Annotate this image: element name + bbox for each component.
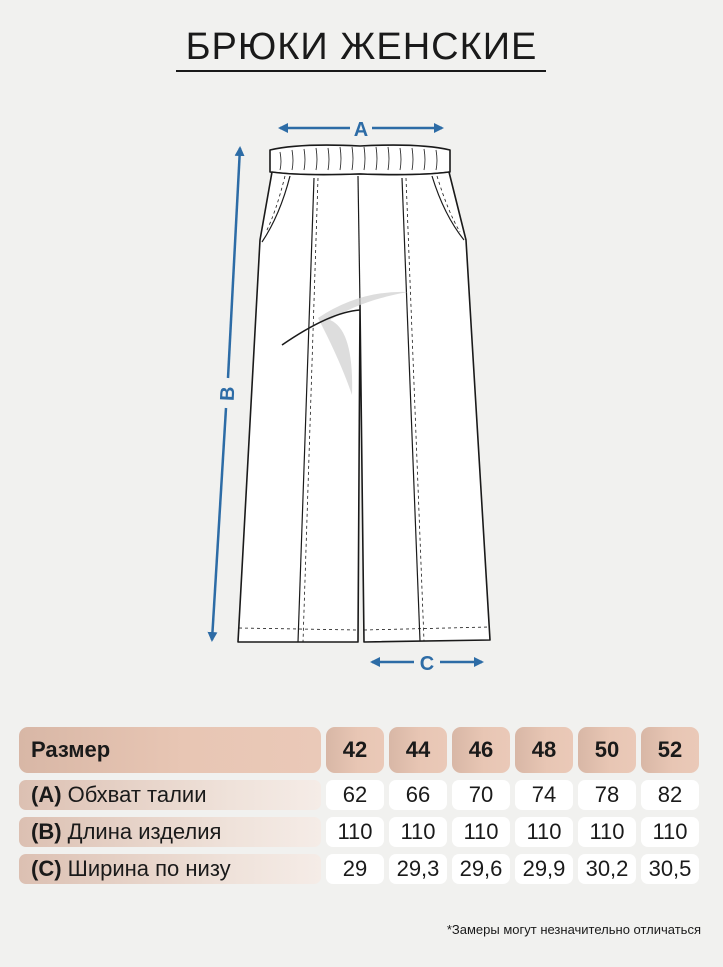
table-row: [19, 780, 699, 810]
row-code: (C): [31, 856, 62, 881]
row-name: Обхват талии: [67, 782, 207, 807]
table-cell: 29,6: [452, 854, 510, 884]
table-cell: 110: [452, 817, 510, 847]
row-label-length: [19, 817, 321, 847]
dimension-c-label: C: [419, 653, 435, 675]
footnote: *Замеры могут незначительно отличаться: [446, 922, 701, 937]
table-cell: 110: [515, 817, 573, 847]
table-cell: 82: [641, 780, 699, 810]
size-header-cell: 52: [641, 727, 699, 773]
row-name: Ширина по низу: [67, 856, 231, 881]
table-cell: 29: [326, 854, 384, 884]
table-cell: 30,2: [578, 854, 636, 884]
table-cell: 78: [578, 780, 636, 810]
table-cell: 66: [389, 780, 447, 810]
size-header-cell: 46: [452, 727, 510, 773]
table-cell: 110: [326, 817, 384, 847]
size-header-cell: 44: [389, 727, 447, 773]
table-row: [19, 817, 699, 847]
dimension-a-label: A: [353, 119, 369, 141]
size-table: [14, 720, 704, 891]
row-code: (A): [31, 782, 62, 807]
table-cell: 29,3: [389, 854, 447, 884]
page-title: БРЮКИ ЖЕНСКИЕ: [185, 26, 538, 68]
table-cell: 74: [515, 780, 573, 810]
table-cell: 110: [578, 817, 636, 847]
row-name: Длина изделия: [67, 819, 222, 844]
row-code: (B): [31, 819, 62, 844]
size-header-label: Размер: [19, 727, 321, 773]
size-header-cell: 50: [578, 727, 636, 773]
size-header-cell: 48: [515, 727, 573, 773]
table-cell: 110: [389, 817, 447, 847]
row-label-hem-width: [19, 854, 321, 884]
table-cell: 62: [326, 780, 384, 810]
size-header-cell: 42: [326, 727, 384, 773]
table-cell: 110: [641, 817, 699, 847]
pants-body: [238, 145, 490, 642]
row-label-waist: [19, 780, 321, 810]
table-row: [19, 854, 699, 884]
dimension-b-label: B: [216, 385, 240, 402]
table-cell: 29,9: [515, 854, 573, 884]
size-table-header: [19, 727, 699, 773]
table-cell: 30,5: [641, 854, 699, 884]
table-cell: 70: [452, 780, 510, 810]
